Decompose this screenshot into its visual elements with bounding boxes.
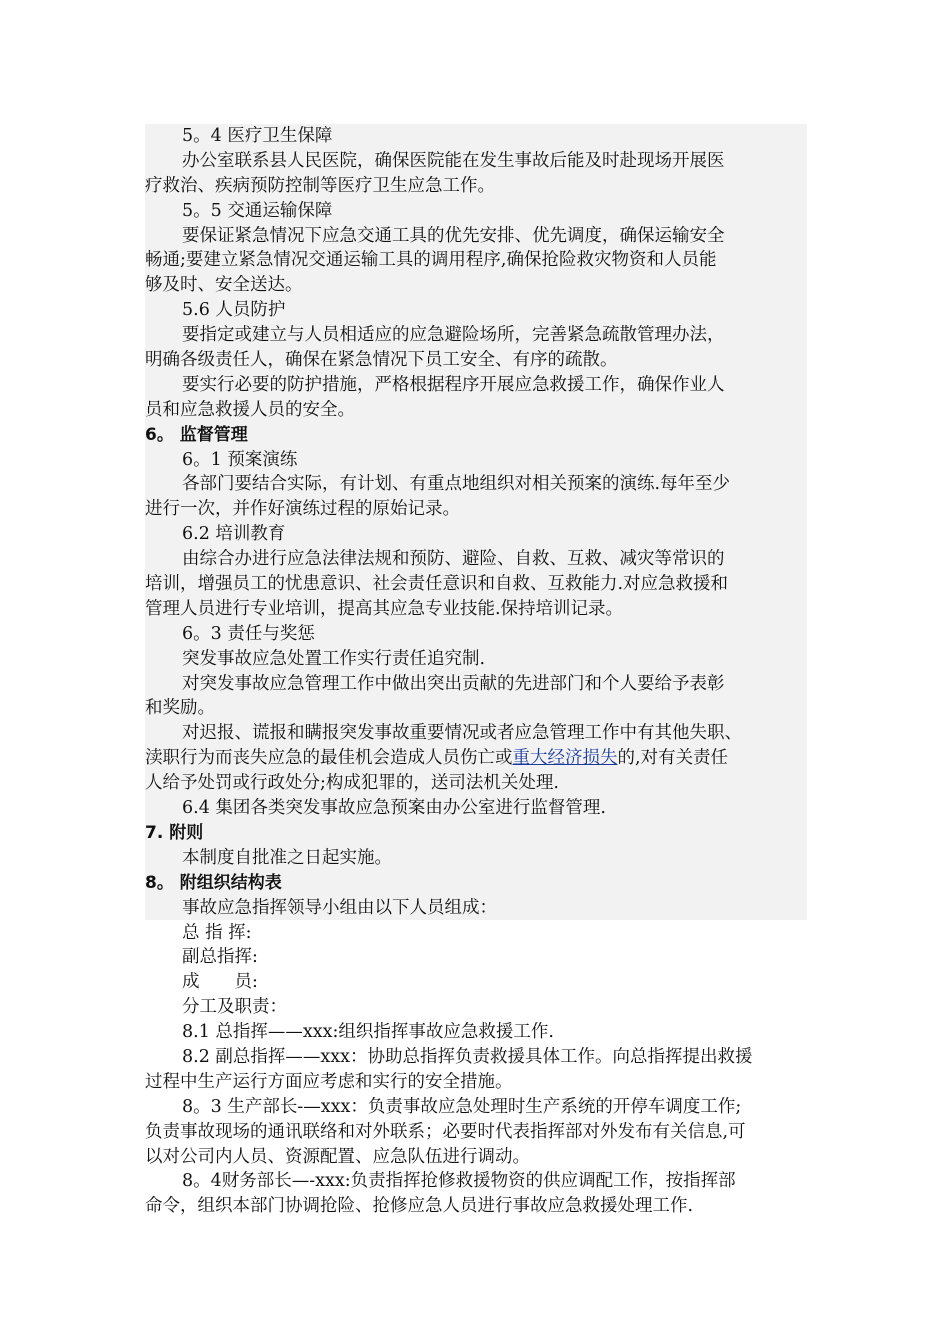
paragraph-line: 各部门要结合实际，有计划、有重点地组织对相关预案的演练.每年至少 — [182, 474, 731, 495]
paragraph-line: 要保证紧急情况下应急交通工具的优先安排、优先调度，确保运输安全 — [182, 225, 725, 246]
section-7-heading: 7. 附则 — [145, 822, 204, 843]
paragraph-text: 渎职行为而丧失应急的最佳机会造成人员伤亡或 — [145, 748, 513, 769]
paragraph-line: 办公室联系县人民医院，确保医院能在发生事故后能及时赴现场开展医 — [182, 150, 725, 171]
document-page — [145, 124, 807, 1219]
paragraph-line: 本制度自批准之日起实施。 — [182, 847, 392, 868]
chief-commander-label: 总 指 挥: — [182, 922, 252, 943]
paragraph-line: 以对公司内人员、资源配置、应急队伍进行调动。 — [145, 1146, 530, 1167]
section-6-4: 6.4 集团各类突发事故应急预案由办公室进行监督管理. — [182, 798, 606, 819]
section-6-3-title: 6。3 责任与奖惩 — [182, 623, 315, 644]
paragraph-line: 进行一次，并作好演练过程的原始记录。 — [145, 499, 460, 520]
section-6-heading: 6。 监督管理 — [145, 424, 248, 445]
paragraph-line: 事故应急指挥领导小组由以下人员组成： — [182, 897, 497, 918]
paragraph-line: 过程中生产运行方面应考虑和实行的安全措施。 — [145, 1071, 513, 1092]
paragraph-line: 突发事故应急处置工作实行责任追究制. — [182, 648, 486, 669]
section-8-1: 8.1 总指挥——xxx:组织指挥事故应急救援工作. — [182, 1022, 554, 1043]
paragraph-line: 对突发事故应急管理工作中做出突出贡献的先进部门和个人要给予表彰 — [182, 673, 725, 694]
paragraph-line: 畅通;要建立紧急情况交通运输工具的调用程序,确保抢险救灾物资和人员能 — [145, 250, 717, 271]
section-5-4-title: 5。4 医疗卫生保障 — [182, 126, 333, 146]
economic-loss-link[interactable]: 重大经济损失 — [512, 748, 618, 769]
paragraph-line: 够及时、安全送达。 — [145, 275, 303, 296]
paragraph-line: 明确各级责任人，确保在紧急情况下员工安全、有序的疏散。 — [145, 350, 618, 371]
paragraph-line: 命令，组织本部门协调抢险、抢修应急人员进行事故应急救援处理工作. — [145, 1196, 694, 1217]
paragraph-line: 和奖励。 — [145, 698, 215, 719]
paragraph-line: 管理人员进行专业培训，提高其应急专业技能.保持培训记录。 — [145, 598, 624, 619]
section-6-2-title: 6.2 培训教育 — [182, 524, 286, 545]
section-5-6-title: 5.6 人员防护 — [182, 300, 286, 321]
paragraph-line: 员和应急救援人员的安全。 — [145, 399, 355, 420]
paragraph-line-with-link — [145, 746, 807, 771]
paragraph-line: 对迟报、谎报和瞒报突发事故重要情况或者应急管理工作中有其他失职、 — [182, 723, 742, 744]
paragraph-line: 8。3 生产部长-—xxx：负责事故应急处理时生产系统的开停车调度工作; — [182, 1096, 742, 1117]
members-label: 成 员: — [182, 972, 258, 993]
paragraph-text: 的,对有关责任 — [617, 748, 729, 769]
paragraph-line: 负责事故现场的通讯联络和对外联系；必要时代表指挥部对外发布有关信息,可 — [145, 1121, 746, 1142]
section-6-1-title: 6。1 预案演练 — [182, 449, 298, 470]
deputy-commander-label: 副总指挥: — [182, 947, 258, 968]
paragraph-line: 要实行必要的防护措施，严格根据程序开展应急救援工作，确保作业人 — [182, 374, 725, 395]
paragraph-line: 8。4财务部长—-xxx:负责指挥抢修救援物资的供应调配工作，按指挥部 — [182, 1171, 736, 1192]
paragraph-line: 疗救治、疾病预防控制等医疗卫生应急工作。 — [145, 175, 495, 196]
section-8-heading: 8。 附组织结构表 — [145, 872, 282, 893]
paragraph-line: 由综合办进行应急法律法规和预防、避险、自救、互救、减灾等常识的 — [182, 549, 725, 570]
paragraph-line: 人给予处罚或行政处分;构成犯罪的，送司法机关处理. — [145, 773, 559, 794]
paragraph-line: 8.2 副总指挥——xxx：协助总指挥负责救援具体工作。向总指挥提出救援 — [182, 1046, 753, 1067]
section-5-5-title: 5。5 交通运输保障 — [182, 200, 333, 221]
duties-label: 分工及职责： — [182, 997, 287, 1018]
paragraph-line: 培训，增强员工的忧患意识、社会责任意识和自救、互救能力.对应急救援和 — [145, 574, 729, 595]
paragraph-line: 要指定或建立与人员相适应的应急避险场所，完善紧急疏散管理办法， — [182, 325, 725, 346]
